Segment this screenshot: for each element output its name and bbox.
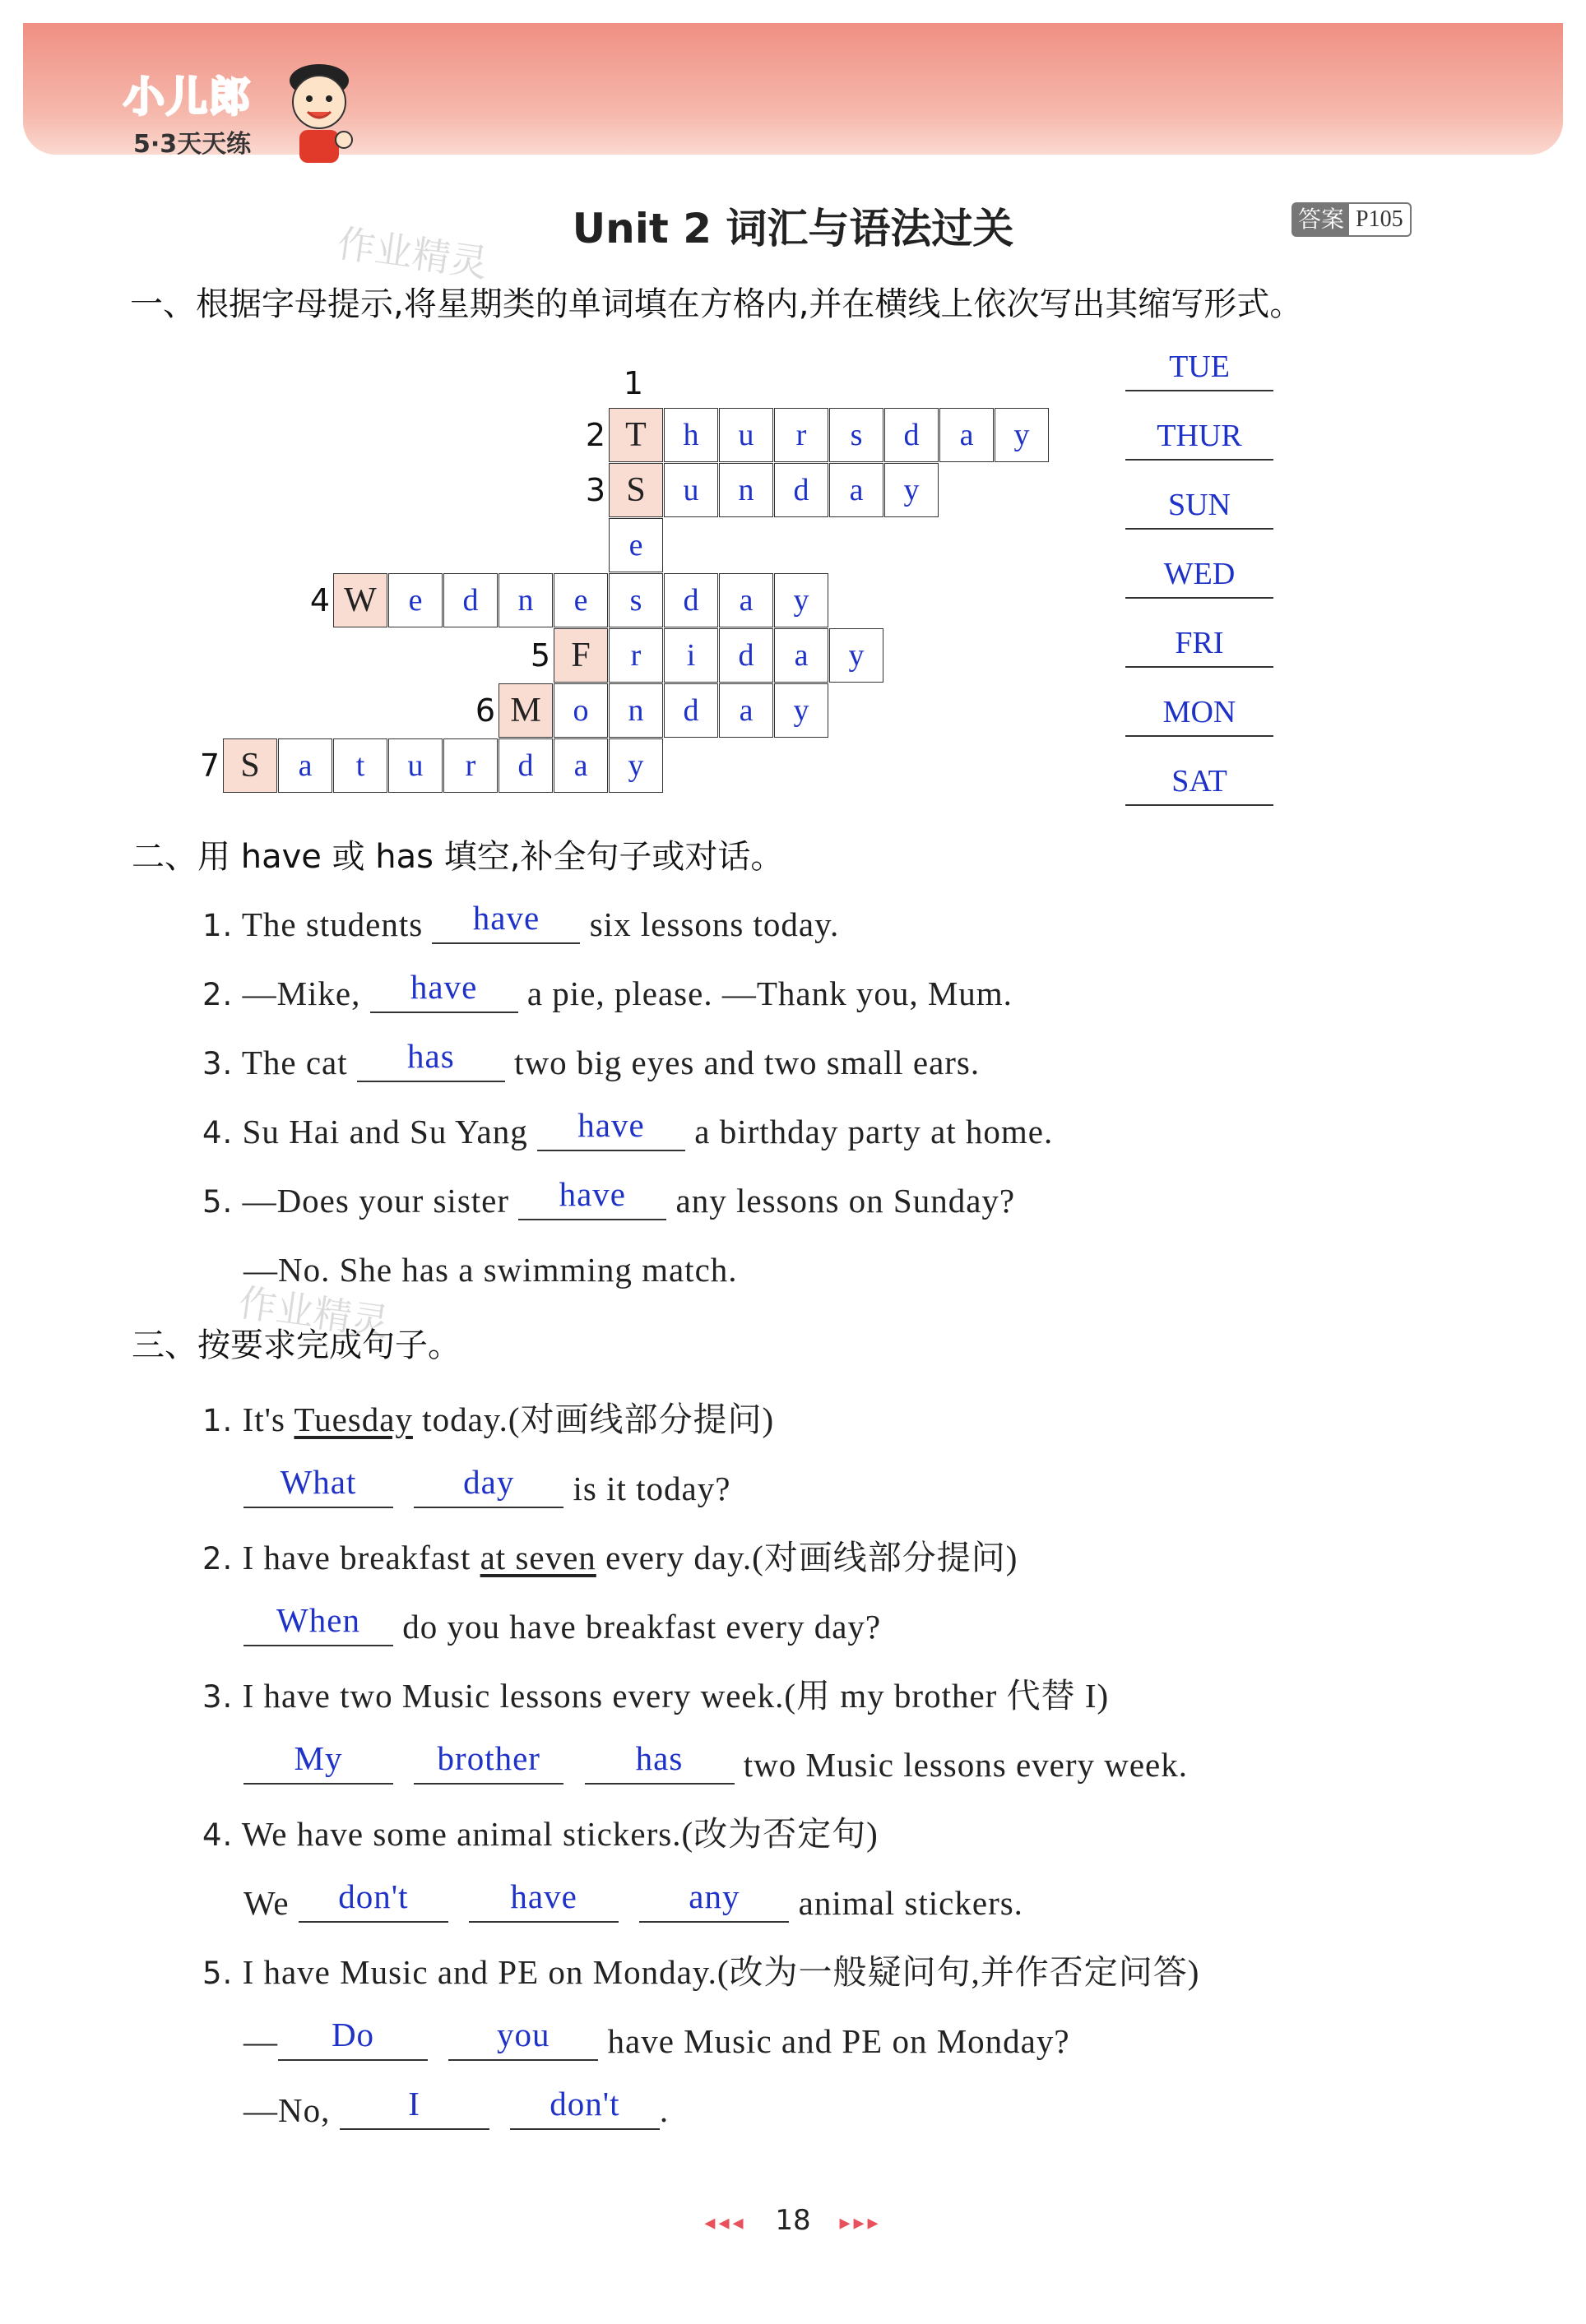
abbreviation-blank[interactable]: MON (1125, 689, 1273, 737)
crossword-cell[interactable]: n (499, 573, 553, 627)
question-text: —Mike, (242, 975, 361, 1012)
question-number: 4. (202, 1817, 234, 1853)
question-number: 1. (202, 1403, 234, 1438)
crossword-cell[interactable]: y (884, 463, 939, 517)
mascot-icon (278, 61, 360, 168)
page-title: Unit 2 词汇与语法过关 (572, 205, 1014, 252)
s3-question-4 (202, 1809, 879, 1859)
crossword-cell[interactable]: t (333, 738, 387, 793)
section3-heading: 三、按要求完成句子。 (132, 1326, 461, 1364)
question-number: 4. (202, 1115, 234, 1150)
crossword-cell[interactable]: u (388, 738, 443, 793)
answer-blank[interactable]: have (537, 1107, 685, 1151)
dash: — (243, 2022, 278, 2060)
s3-answer-5-reply (243, 2086, 669, 2135)
answer-blank[interactable]: you (448, 2016, 598, 2061)
answer-tail: have Music and PE on Monday? (607, 2022, 1070, 2060)
underlined-part: at seven (480, 1539, 596, 1576)
s2-question-5 (202, 1176, 1015, 1225)
crossword-cell[interactable]: a (719, 683, 773, 738)
s3-question-2 (202, 1533, 1018, 1582)
crossword-cell[interactable]: a (774, 628, 828, 683)
answer-blank[interactable]: has (585, 1740, 735, 1785)
instruction-note: (用 my brother 代替 I) (784, 1677, 1110, 1715)
brand-logo: 小儿郎 (123, 73, 252, 121)
question-number: 5. (202, 1956, 234, 1991)
question-text: six lessons today. (589, 905, 840, 943)
instruction-note: (改为否定句) (681, 1815, 879, 1853)
crossword-cell[interactable]: T (609, 408, 663, 462)
answer-blank[interactable]: don't (299, 1878, 448, 1923)
answer-blank[interactable]: have (370, 969, 518, 1013)
question-text: today. (412, 1400, 508, 1438)
watermark: 作业精灵 (235, 1280, 392, 1345)
answer-reference (1292, 202, 1412, 237)
question-text: We have some animal stickers. (241, 1815, 682, 1853)
abbreviation-blank[interactable]: SUN (1125, 482, 1273, 530)
s2-question-4 (202, 1107, 1053, 1156)
crossword-row-number: 3 (585, 472, 605, 508)
answer-blank[interactable]: My (243, 1740, 393, 1785)
crossword-cell[interactable]: d (499, 738, 553, 793)
question-number: 1. (202, 908, 234, 943)
answer-blank[interactable]: When (243, 1602, 393, 1646)
answer-blank[interactable]: day (414, 1464, 563, 1508)
answer-lead: —No, (243, 2091, 331, 2129)
s3-question-5 (202, 1947, 1199, 1997)
crossword-row-number: 4 (309, 582, 330, 618)
crossword-row-number: 6 (475, 692, 495, 729)
crossword-cell[interactable]: a (829, 463, 883, 517)
crossword-cell[interactable]: a (278, 738, 332, 793)
s2-question-5-reply: —No. She has a swimming match. (243, 1251, 738, 1289)
crossword-cell[interactable]: F (554, 628, 608, 683)
crossword-cell[interactable]: S (609, 463, 663, 517)
crossword-cell[interactable]: y (609, 738, 663, 793)
crossword-row-number: 2 (585, 417, 605, 453)
answer-tail: do you have breakfast every day? (402, 1608, 882, 1646)
question-text: two big eyes and two small ears. (514, 1044, 981, 1081)
period: . (659, 2091, 670, 2129)
answer-label: 答案 (1293, 204, 1349, 235)
abbreviation-blank[interactable]: FRI (1125, 620, 1273, 668)
abbreviation-blank[interactable]: TUE (1125, 344, 1273, 391)
question-number: 3. (202, 1046, 234, 1081)
answer-blank[interactable]: have (432, 900, 580, 944)
crossword-cell[interactable]: r (774, 408, 828, 462)
answer-tail: is it today? (573, 1470, 731, 1507)
answer-blank[interactable]: brother (414, 1740, 563, 1785)
header-banner (23, 23, 1563, 155)
section1-heading: 一、根据字母提示,将星期类的单词填在方格内,并在横线上依次写出其缩写形式。 (130, 285, 1303, 323)
watermark: 作业精灵 (334, 220, 491, 286)
crossword-cell[interactable]: d (664, 683, 718, 738)
crossword-cell[interactable]: h (664, 408, 718, 462)
s3-answer-4 (243, 1878, 1023, 1928)
crossword-cell[interactable]: y (995, 408, 1049, 462)
instruction-note: (对画线部分提问) (752, 1539, 1018, 1576)
crossword-cell[interactable]: n (609, 683, 663, 738)
crossword-cell[interactable]: o (554, 683, 608, 738)
page-footer (0, 2204, 1586, 2237)
answer-blank[interactable]: Do (278, 2016, 428, 2061)
s3-question-1 (202, 1395, 774, 1444)
abbreviation-blank[interactable]: SAT (1125, 758, 1273, 806)
crossword-cell[interactable]: n (719, 463, 773, 517)
crossword-down-number: 1 (623, 365, 643, 401)
crossword-cell[interactable]: S (223, 738, 277, 793)
crossword-cell[interactable]: r (609, 628, 663, 683)
crossword-cell[interactable]: d (774, 463, 828, 517)
answer-blank[interactable]: any (639, 1878, 789, 1923)
crossword-cell[interactable]: e (554, 573, 608, 627)
crossword-cell[interactable]: W (333, 573, 387, 627)
right-arrows-icon: ▸▸▸ (839, 2211, 882, 2235)
s3-answer-3 (243, 1740, 1188, 1789)
crossword-cell[interactable]: y (829, 628, 883, 683)
s2-question-2 (202, 969, 1013, 1018)
crossword-cell[interactable]: M (499, 683, 553, 738)
answer-tail: animal stickers. (798, 1884, 1023, 1922)
s3-answer-2 (243, 1602, 881, 1651)
question-number: 5. (202, 1184, 234, 1220)
answer-page: P105 (1356, 206, 1403, 232)
crossword-cell[interactable]: i (664, 628, 718, 683)
question-text: It's (242, 1400, 294, 1438)
series-name: 5·3天天练 (133, 130, 252, 159)
crossword-cell[interactable]: u (719, 408, 773, 462)
question-text: a pie, please. —Thank you, Mum. (526, 975, 1013, 1012)
crossword-cell[interactable]: y (774, 573, 828, 627)
crossword-cell[interactable]: d (664, 573, 718, 627)
answer-blank[interactable]: don't (510, 2086, 660, 2130)
answer-blank[interactable]: have (518, 1176, 666, 1220)
left-arrows-icon: ◂◂◂ (704, 2211, 747, 2235)
underlined-part: Tuesday (294, 1400, 413, 1438)
crossword-cell[interactable]: s (609, 573, 663, 627)
crossword-cell[interactable]: d (443, 573, 498, 627)
crossword-cell[interactable]: e (388, 573, 443, 627)
s3-answer-5 (243, 2016, 1070, 2066)
crossword-row-number: 7 (199, 748, 220, 784)
crossword-cell[interactable]: u (664, 463, 718, 517)
abbreviation-blank[interactable]: THUR (1125, 413, 1273, 461)
question-text: I have two Music lessons every week. (242, 1677, 785, 1715)
question-number: 2. (202, 1541, 234, 1576)
question-text: every day. (596, 1539, 753, 1576)
question-number: 2. (202, 977, 234, 1012)
section2-heading: 二、用 have 或 has 填空,补全句子或对话。 (132, 838, 784, 876)
instruction-note: (对画线部分提问) (508, 1400, 775, 1438)
crossword-cell[interactable]: r (443, 738, 498, 793)
question-text: I have breakfast (242, 1539, 480, 1576)
crossword-cell[interactable]: y (774, 683, 828, 738)
question-text: Su Hai and Su Yang (242, 1113, 528, 1150)
crossword-row-number: 5 (530, 637, 550, 674)
crossword-cell[interactable]: a (554, 738, 608, 793)
question-text: The cat (241, 1044, 348, 1081)
answer-blank[interactable]: What (243, 1464, 393, 1508)
page-number: 18 (775, 2204, 811, 2237)
crossword-cell[interactable]: d (884, 408, 939, 462)
s2-question-1 (202, 900, 839, 949)
s3-answer-1 (243, 1464, 730, 1513)
question-text: I have Music and PE on Monday. (242, 1953, 717, 1991)
answer-lead: We (243, 1884, 290, 1922)
crossword-cell[interactable]: a (939, 408, 994, 462)
question-text: The students (241, 905, 424, 943)
answer-blank[interactable]: have (469, 1878, 619, 1923)
s2-question-3 (202, 1038, 980, 1087)
abbreviation-blank[interactable]: WED (1125, 551, 1273, 599)
instruction-note: (改为一般疑问句,并作否定问答) (716, 1953, 1200, 1991)
crossword-cell[interactable]: a (719, 573, 773, 627)
crossword-cell[interactable]: s (829, 408, 883, 462)
question-text: any lessons on Sunday? (675, 1182, 1016, 1220)
question-text: —Does your sister (242, 1182, 510, 1220)
question-text: a birthday party at home. (694, 1113, 1054, 1150)
question-number: 3. (202, 1679, 234, 1715)
answer-blank[interactable]: has (357, 1038, 505, 1082)
crossword-cell[interactable]: e (609, 518, 663, 572)
s3-question-3 (202, 1671, 1109, 1720)
answer-tail: two Music lessons every week. (743, 1746, 1189, 1784)
crossword-cell[interactable]: d (719, 628, 773, 683)
answer-blank[interactable]: I (340, 2086, 489, 2130)
